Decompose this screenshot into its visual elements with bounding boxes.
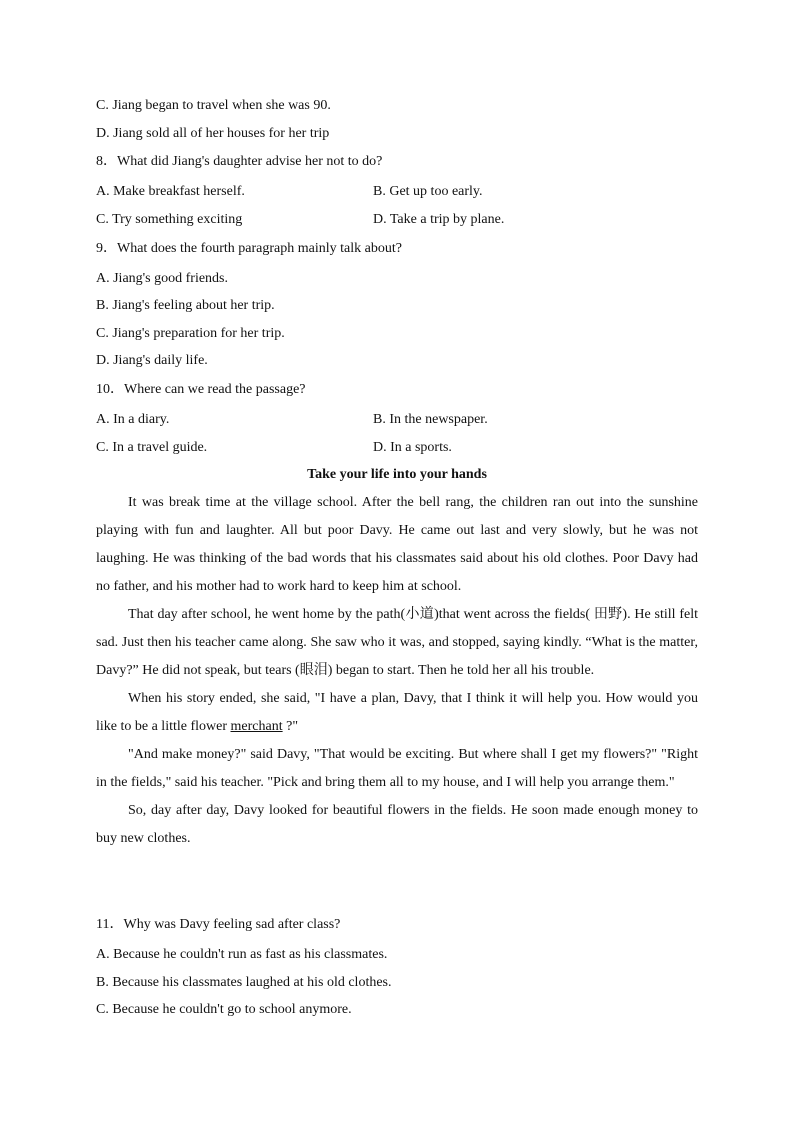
q11-option-b: B. Because his classmates laughed at his old clothes.: [96, 975, 392, 990]
paragraph-3: [96, 685, 698, 741]
q9-option-c: C. Jiang's preparation for her trip.: [96, 326, 285, 341]
q8-option-c: C. Try something exciting: [96, 212, 243, 227]
q8-option-d: D. Take a trip by plane.: [373, 212, 505, 227]
q11-option-a: A. Because he couldn't run as fast as his classmates.: [96, 947, 388, 962]
paragraph-3-text: When his story ended, she said, "I have a plan, Davy, that I think it will help you. How would you like to be a little flower: [96, 691, 698, 734]
paragraph-2: That day after school, he went home by the path(小道)that went across the fields( 田野). He still felt sad. Just then his teacher came along. She saw who it was, and stopped, saying kindly. “What is the matter, Davy?” He did not speak, but tears (眼泪) began to start. Then he told her all his trouble.: [96, 607, 698, 678]
paragraph-5: So, day after day, Davy looked for beautiful flowers in the fields. He soon made enough money to buy new clothes.: [96, 803, 698, 846]
q9-option-a: A. Jiang's good friends.: [96, 271, 229, 286]
q10-option-c: C. In a travel guide.: [96, 440, 208, 455]
q10-option-a: A. In a diary.: [96, 412, 170, 427]
q11-option-c: C. Because he couldn't go to school anymore.: [96, 1002, 352, 1017]
passage-body: [96, 489, 698, 853]
option-c-text: C. Jiang began to travel when she was 90.: [96, 98, 331, 113]
underlined-word: merchant: [230, 719, 283, 734]
q10-option-d: D. In a sports.: [373, 440, 452, 455]
paragraph-3-end: ?": [282, 719, 299, 734]
option-d-text: D. Jiang sold all of her houses for her trip: [96, 126, 330, 141]
q9-option-d: D. Jiang's daily life.: [96, 353, 208, 368]
paragraph-4: "And make money?" said Davy, "That would be exciting. But where shall I get my flowers?" "Right in the fields," said his teacher. "Pick and bring them all to my house, and I will help you arrange them.": [96, 747, 698, 790]
q10-option-b: B. In the newspaper.: [373, 412, 488, 427]
q8-option-b: B. Get up too early.: [373, 184, 483, 199]
paragraph-1: It was break time at the village school. After the bell rang, the children ran out into the sunshine playing with fun and laughter. All but poor Davy. He came out last and very slowly, but he was not laughing. He was thinking of the bad words that his classmates said about his old clothes. Poor Davy had no father, and his mother had to work hard to keep him at school.: [96, 495, 698, 594]
question-10: 10．Where can we read the passage?: [96, 382, 306, 397]
question-11: 11．Why was Davy feeling sad after class?: [96, 917, 341, 932]
q9-option-b: B. Jiang's feeling about her trip.: [96, 298, 275, 313]
q8-option-a: A. Make breakfast herself.: [96, 184, 245, 199]
question-8: 8．What did Jiang's daughter advise her not to do?: [96, 154, 383, 169]
passage-title: Take your life into your hands: [307, 467, 487, 482]
question-9: 9．What does the fourth paragraph mainly talk about?: [96, 241, 402, 256]
